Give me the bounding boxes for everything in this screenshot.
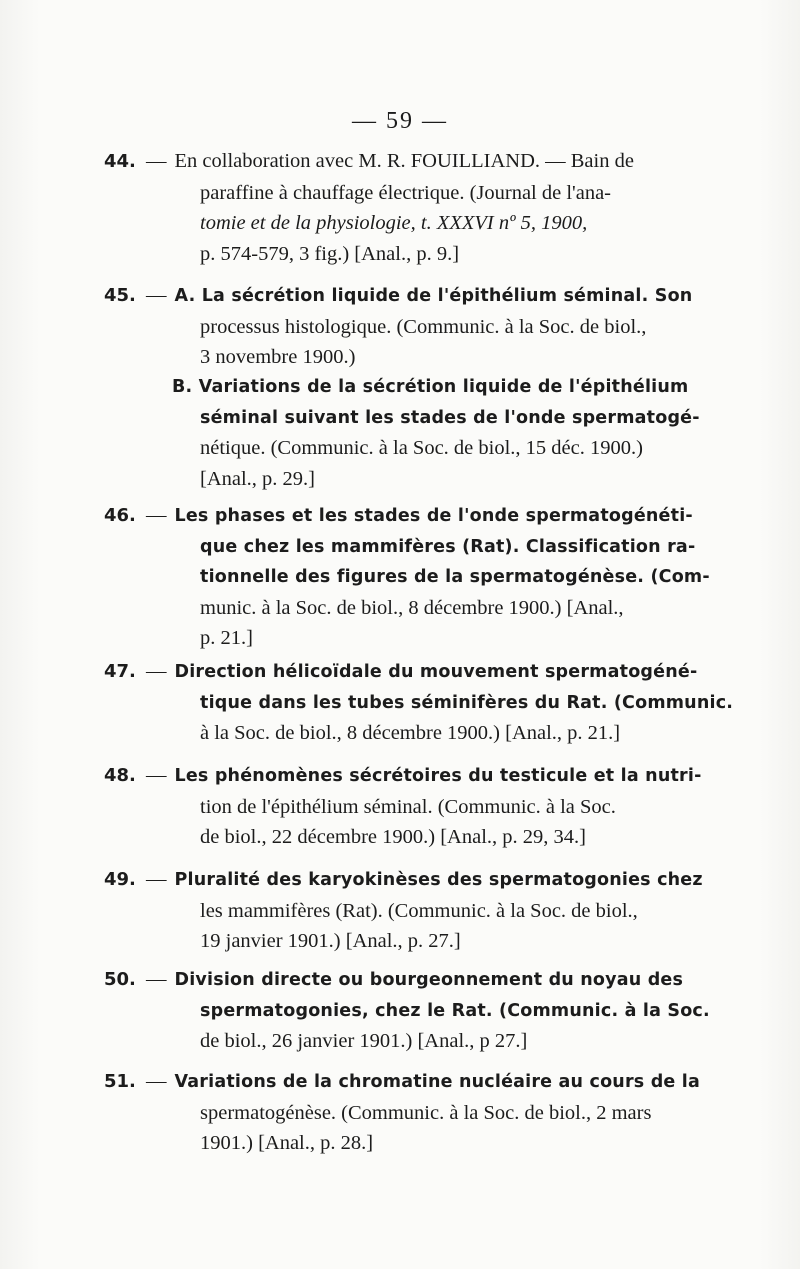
bibliography-entry-50: 50. — Division directe ou bourgeonnement du noyau des spermatogonies, chez le Rat. (Communic. à la Soc. de biol., 26 janvier 1901.) [Anal., p 27.] (104, 964, 736, 1057)
entry-line: tionnelle des figures de la spermatogénèse. (Com- (200, 567, 710, 587)
entry-line: de biol., 22 décembre 1900.) [Anal., p. 29, 34.] (200, 826, 586, 848)
entry-number: 51. (104, 1071, 136, 1092)
entry-line: les mammifères (Rat). (Communic. à la Soc. de biol., (200, 899, 638, 922)
entry-line: Les phénomènes sécrétoires du testicule et la nutri- (174, 766, 702, 786)
entry-line: B. Variations de la sécrétion liquide de l'épithélium (172, 377, 689, 397)
bibliography-entry-45a: 45. — A. La sécrétion liquide de l'épithélium séminal. Son processus histologique. (Communic. à la Soc. de biol., 3 novembre 1900.) (104, 280, 736, 373)
entry-line: En collaboration avec M. R. FOUILLIAND. — Bain de (174, 150, 634, 172)
entry-line: Pluralité des karyokinèses des spermatogonies chez (174, 870, 703, 890)
entry-line: 1901.) [Anal., p. 28.] (200, 1132, 374, 1154)
entry-line: paraffine à chauffage électrique. (Journal de l'ana- (200, 181, 612, 204)
entry-number: 44. (104, 151, 136, 172)
entry-line: spermatogénèse. (Communic. à la Soc. de biol., 2 mars (200, 1101, 652, 1124)
entry-line: p. 21.] (200, 627, 253, 649)
entry-number: 47. (104, 661, 136, 682)
entry-line: Les phases et les stades de l'onde spermatogénéti- (174, 506, 693, 526)
entry-line: tion de l'épithélium séminal. (Communic. à la Soc. (200, 795, 616, 818)
entry-line: nétique. (Communic. à la Soc. de biol., 15 déc. 1900.) (200, 437, 643, 459)
entry-line: munic. à la Soc. de biol., 8 décembre 1900.) [Anal., (200, 596, 624, 619)
entry-line: spermatogonies, chez le Rat. (Communic. à la Soc. (200, 1000, 710, 1021)
bibliography-entry-44: 44. — En collaboration avec M. R. FOUILLIAND. — Bain de paraffine à chauffage électrique. (Journal de l'ana- tomie et de la physiologie, t. XXXVI nº 5, 1900, p. 574-579, 3 fig.) [Anal., p. 9.] (104, 146, 736, 269)
entry-line: 3 novembre 1900.) (200, 346, 356, 368)
entry-number: 49. (104, 869, 136, 890)
entry-number: 50. (104, 969, 136, 990)
entry-line: de biol., 26 janvier 1901.) [Anal., p 27.] (200, 1030, 528, 1052)
entry-line: que chez les mammifères (Rat). Classification ra- (200, 536, 696, 557)
entry-number: 46. (104, 505, 136, 526)
entry-line: A. La sécrétion liquide de l'épithélium séminal. Son (174, 286, 693, 306)
bibliography-entry-46: 46. — Les phases et les stades de l'onde spermatogénéti- que chez les mammifères (Rat). Classification ra- tionnelle des figures de la spermatogénèse. (Com- munic. à la Soc. de biol., 8 décembre 1900.) [Anal., p. 21.] (104, 500, 736, 654)
entry-line: tique dans les tubes séminifères du Rat. (Communic. (200, 692, 734, 713)
entry-line: Division directe ou bourgeonnement du noyau des (174, 970, 684, 990)
entry-number: 45. (104, 285, 136, 306)
entry-line: à la Soc. de biol., 8 décembre 1900.) [Anal., p. 21.] (200, 722, 621, 744)
entry-line: Variations de la chromatine nucléaire au cours de la (174, 1072, 700, 1092)
entry-number: 48. (104, 765, 136, 786)
entry-line: séminal suivant les stades de l'onde spermatogé- (200, 407, 700, 428)
entry-line: tomie et de la physiologie, t. XXXVI nº 5, 1900, (200, 212, 588, 234)
bibliography-entry-51: 51. — Variations de la chromatine nucléaire au cours de la spermatogénèse. (Communic. à la Soc. de biol., 2 mars 1901.) [Anal., p. 28.] (104, 1066, 736, 1159)
bibliography-entry-47: 47. — Direction hélicoïdale du mouvement spermatogéné- tique dans les tubes séminifères du Rat. (Communic. à la Soc. de biol., 8 décembre 1900.) [Anal., p. 21.] (104, 656, 736, 749)
entry-line: Direction hélicoïdale du mouvement spermatogéné- (174, 662, 698, 682)
page-number: — 59 — (352, 108, 448, 134)
bibliography-entry-45b (172, 372, 736, 494)
bibliography-entry-48: 48. — Les phénomènes sécrétoires du testicule et la nutri- tion de l'épithélium séminal. (Communic. à la Soc. de biol., 22 décembre 1900.) [Anal., p. 29, 34.] (104, 760, 736, 853)
entry-line: [Anal., p. 29.] (200, 467, 316, 490)
bibliography-entry-49: 49. — Pluralité des karyokinèses des spermatogonies chez les mammifères (Rat). (Communic. à la Soc. de biol., 19 janvier 1901.) [Anal., p. 27.] (104, 864, 736, 957)
entry-line: processus histologique. (Communic. à la Soc. de biol., (200, 315, 647, 338)
entry-line: p. 574-579, 3 fig.) [Anal., p. 9.] (200, 242, 460, 265)
entry-line: 19 janvier 1901.) [Anal., p. 27.] (200, 930, 461, 952)
